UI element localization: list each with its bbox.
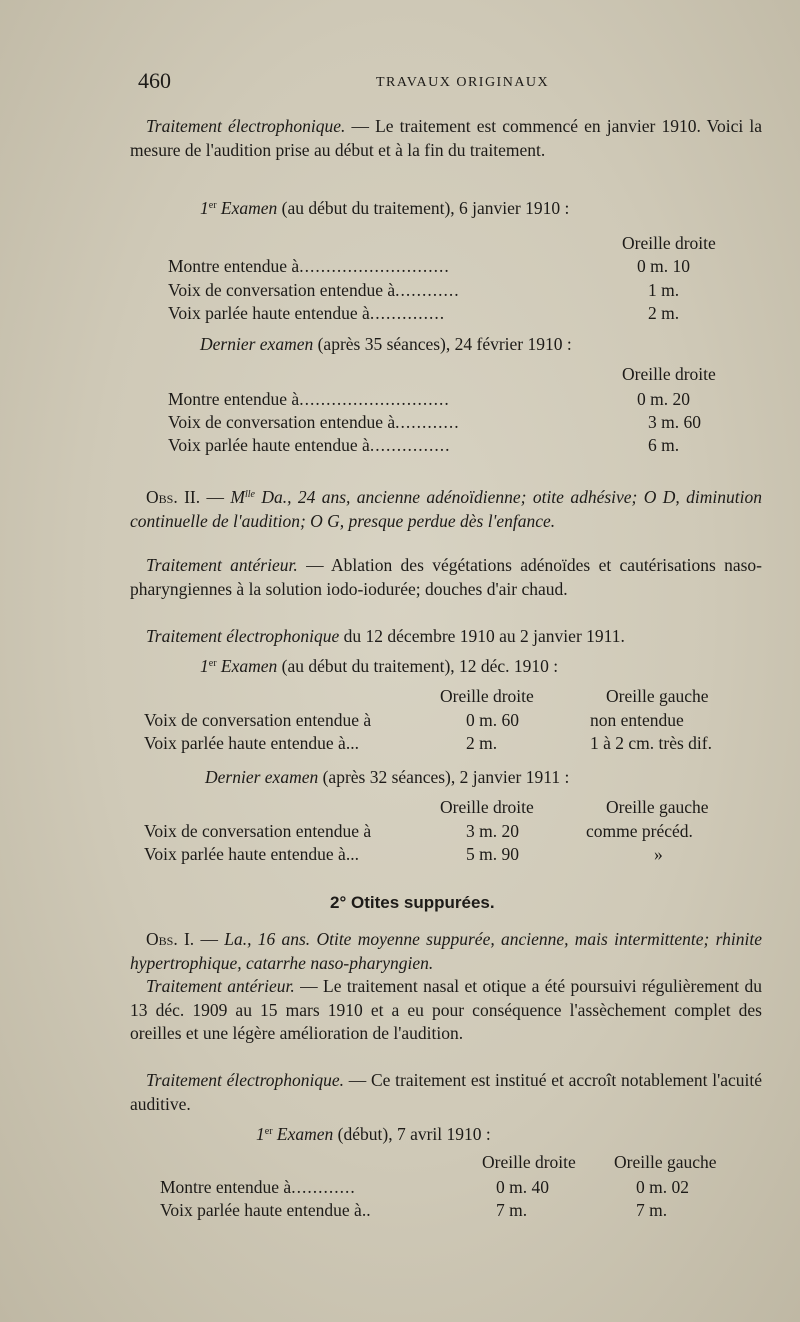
treatment-paragraph: Traitement électrophonique du 12 décembre 1910 au 2 janvier 1911. [146, 626, 625, 646]
table-cell: 0 m. 02 [636, 1177, 689, 1197]
table-row: Voix de conversation entendue à............ [168, 280, 460, 300]
table-row: Voix parlée haute entendue à.............. [168, 303, 446, 323]
column-header-right: Oreille droite [440, 797, 534, 817]
table-cell: 3 m. 60 [648, 412, 701, 432]
paragraph-label: Traitement électrophonique. [146, 116, 346, 136]
section-heading: 2° Otites suppurées. [330, 893, 495, 912]
column-header-left: Oreille gauche [606, 686, 709, 706]
table-row: Montre entendue à............................ [168, 256, 450, 276]
prior-treatment-paragraph: Traitement antérieur. — Le traitement nasal et otique a été poursuivi régulièrement du 13 déc. 1909 au 15 mars 1910 et a eu pour conséquence l'assèchement complet des oreilles et une légère amélioration de l'audition. [130, 976, 762, 1043]
table-cell: non entendue [590, 710, 684, 730]
table-row: Montre entendue à............................ [168, 389, 450, 409]
column-header: Oreille droite [622, 233, 716, 253]
table-cell: 0 m. 40 [496, 1177, 549, 1197]
table-row: Voix de conversation entendue à [144, 710, 372, 730]
exam-heading: 1er Examen (au début du traitement), 6 janvier 1910 : [200, 198, 570, 218]
table-cell: 1 à 2 cm. très dif. [590, 733, 712, 753]
table-cell: 2 m. [648, 303, 680, 323]
table-cell: 1 m. [648, 280, 680, 300]
running-title: TRAVAUX ORIGINAUX [376, 75, 550, 90]
table-cell: » [654, 844, 663, 864]
table-cell: 6 m. [648, 435, 680, 455]
table-cell: 0 m. 60 [466, 710, 519, 730]
table-row: Voix parlée haute entendue à............... [168, 435, 451, 455]
table-row: Voix parlée haute entendue à.. [160, 1200, 371, 1220]
table-row: Montre entendue à............ [160, 1177, 356, 1197]
page-number: 460 [138, 68, 171, 93]
table-row: Voix parlée haute entendue à... [144, 844, 359, 864]
column-header-left: Oreille gauche [606, 797, 709, 817]
table-cell: 3 m. 20 [466, 821, 519, 841]
treatment-paragraph: Traitement électrophonique. — Ce traitement est institué et accroît notablement l'acuité auditive. [130, 1070, 762, 1114]
table-cell: 2 m. [466, 733, 498, 753]
prior-treatment-paragraph: Traitement antérieur. — Ablation des végétations adénoïdes et cautérisations naso-pharyngiennes à la solution iodo-iodurée; douches d'air chaud. [130, 555, 762, 599]
table-row: Voix parlée haute entendue à... [144, 733, 359, 753]
table-cell: 0 m. 20 [637, 389, 690, 409]
observation-paragraph: Obs. I. — La., 16 ans. Otite moyenne suppurée, ancienne, mais intermittente; rhinite hypertrophique, catarrhe naso-pharyngien. [130, 929, 762, 973]
table-cell: 5 m. 90 [466, 844, 519, 864]
exam-heading: Dernier examen (après 35 séances), 24 février 1910 : [200, 334, 572, 354]
table-cell: 7 m. [496, 1200, 528, 1220]
table-cell: 0 m. 10 [637, 256, 690, 276]
exam-heading: 1er Examen (début), 7 avril 1910 : [256, 1124, 491, 1144]
exam-heading: 1er Examen (au début du traitement), 12 déc. 1910 : [200, 656, 559, 676]
page-header [138, 68, 770, 96]
table-row: Voix de conversation entendue à [144, 821, 372, 841]
table-cell: 7 m. [636, 1200, 668, 1220]
column-header-right: Oreille droite [440, 686, 534, 706]
paragraph-text: — Le traitement est commencé en janvier 1910. Voici la mesure de l'audition prise au début et à la fin du traitement. [130, 116, 763, 160]
table-row: Voix de conversation entendue à............ [168, 412, 460, 432]
observation-paragraph: Obs. II. — $M^{lle}$ Da., 24 ans, ancienne adénoïdienne; otite adhésive; O D, diminution continuelle de l'audition; O G, presque perdue dès l'enfance. [130, 487, 762, 531]
table-cell: comme précéd. [586, 821, 693, 841]
column-header: Oreille droite [622, 364, 716, 384]
column-header-right: Oreille droite [482, 1152, 576, 1172]
column-header-left: Oreille gauche [614, 1152, 717, 1172]
paragraph-intro [130, 115, 762, 162]
exam-heading: Dernier examen (après 32 séances), 2 janvier 1911 : [205, 767, 570, 787]
